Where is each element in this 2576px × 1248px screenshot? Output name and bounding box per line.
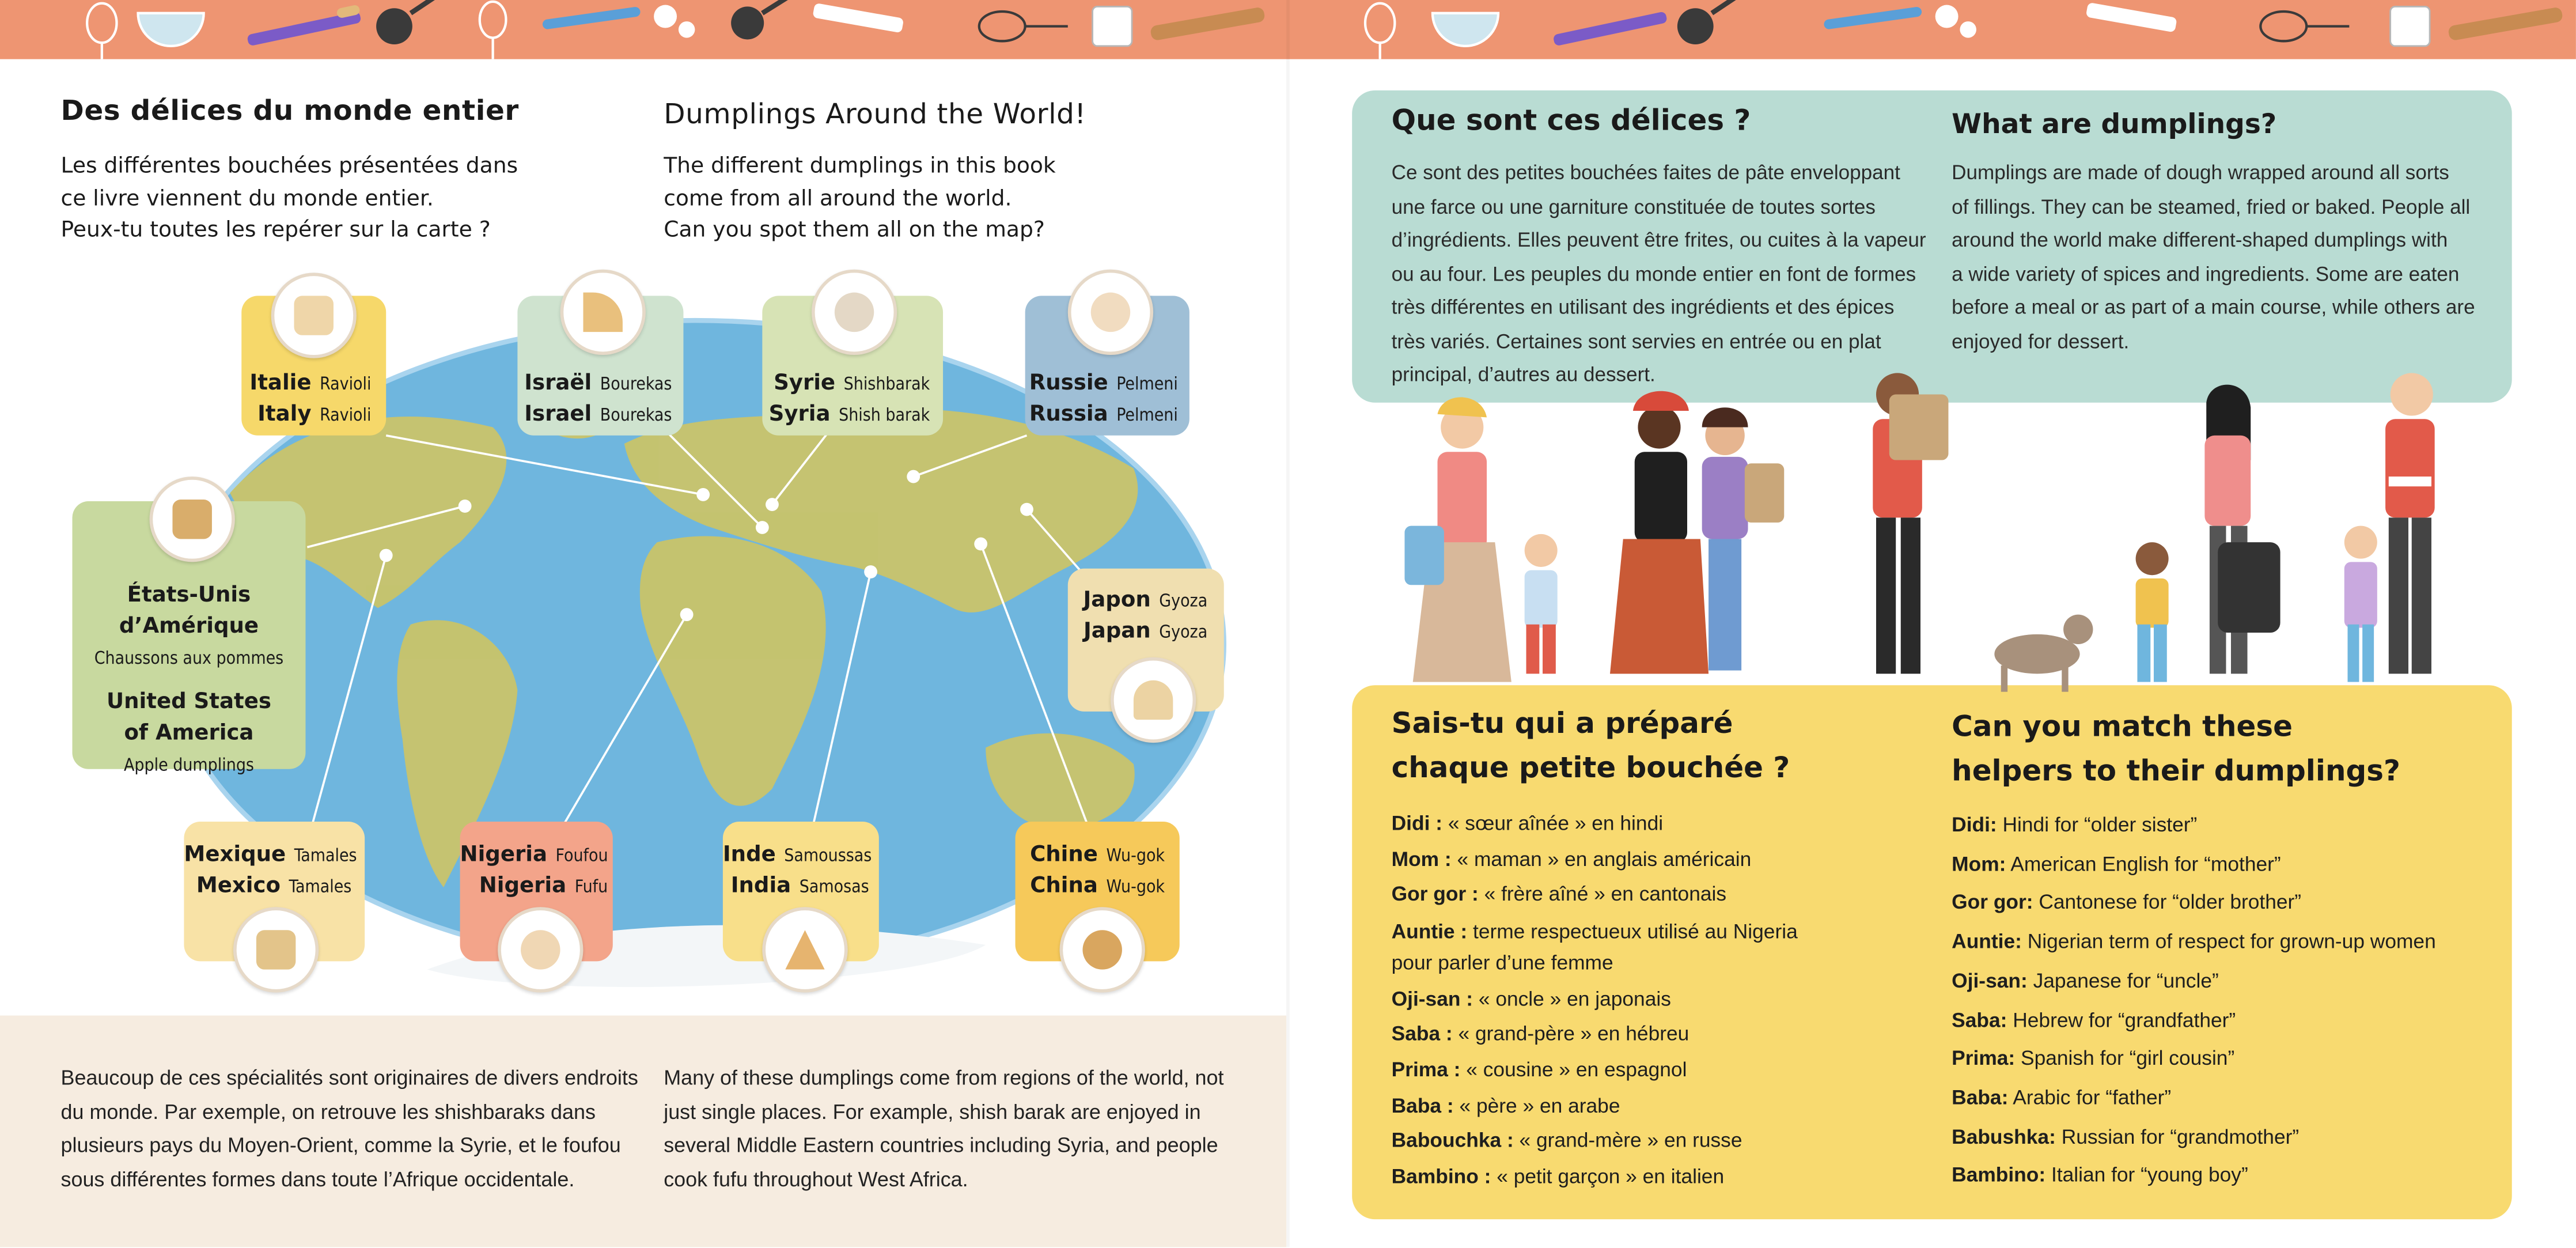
fr-intro-line: Peux-tu toutes les repérer sur la carte ? xyxy=(60,218,491,244)
helper-meaning: Italian for “young boy” xyxy=(2045,1164,2248,1188)
rolling-pin-icon xyxy=(1553,11,1668,46)
dish-name: Ravioli xyxy=(320,375,372,395)
apple-dumpling-icon xyxy=(172,500,211,539)
spatula-icon xyxy=(2086,2,2177,33)
country-name: États-Unis xyxy=(127,583,251,608)
bowl-icon xyxy=(1433,13,1498,46)
fr-answer-line: d’ingrédients. Elles peuvent être frites, ou cuites à la vapeur xyxy=(1391,228,1926,252)
label-en-row xyxy=(723,868,869,899)
fr-footer-paragraph xyxy=(61,1061,638,1196)
measuring-spoons-icon xyxy=(1935,5,1976,38)
dish-name: Samoussas xyxy=(784,846,872,867)
dish-name: Tamales xyxy=(289,877,352,898)
fr-answer-line: très différentes en utilisant des ingrédients et des épices xyxy=(1391,296,1895,319)
list-item xyxy=(1952,1118,2436,1158)
wu-gok-icon xyxy=(1082,930,1122,969)
dish-name: Bourekas xyxy=(600,375,672,395)
en-footer-paragraph xyxy=(664,1061,1223,1196)
helper-meaning: pour parler d’une femme xyxy=(1391,951,1613,974)
tamales-icon xyxy=(256,930,296,969)
fufu-icon xyxy=(521,930,560,969)
didi-figure xyxy=(1702,407,1785,670)
label-en-row xyxy=(79,715,299,746)
list-item xyxy=(1952,846,2436,885)
label-fr-row xyxy=(241,365,371,396)
list-item xyxy=(1392,913,1798,979)
wu-gok-plate-icon xyxy=(1060,907,1145,992)
gor-gor-figure xyxy=(1873,373,1948,674)
en-answer-line: a wide variety of spices and ingredients. Some are eaten xyxy=(1952,262,2460,285)
country-name: Inde xyxy=(722,843,776,868)
label-en-row xyxy=(79,683,299,714)
en-match-title xyxy=(1952,706,2400,795)
helper-term: Saba : xyxy=(1391,1023,1453,1046)
dot-india xyxy=(864,565,877,578)
fr-match-title-line: Sais-tu qui a préparé xyxy=(1391,708,1733,742)
country-name: Syrie xyxy=(774,371,836,396)
en-footer-line: cook fufu throughout West Africa. xyxy=(664,1167,968,1191)
dish-name: Gyoza xyxy=(1159,591,1208,611)
en-intro-line: come from all around the world. xyxy=(664,186,1012,211)
fr-answer-line: principal, d’autres au dessert. xyxy=(1391,363,1656,387)
dish-name: Shish barak xyxy=(839,406,930,426)
helper-meaning: Cantonese for “older brother” xyxy=(2033,891,2302,914)
dish-name: Bourekas xyxy=(600,406,672,426)
helper-term: Prima: xyxy=(1952,1047,2016,1071)
list-item xyxy=(1392,842,1798,878)
label-en-row xyxy=(184,868,351,899)
whisk-icon xyxy=(2260,12,2349,41)
en-footer-line: several Middle Eastern countries including Syria, and people xyxy=(664,1133,1218,1157)
en-match-title-line: helpers to their dumplings? xyxy=(1952,755,2400,789)
whisk-icon xyxy=(1365,3,1395,59)
helper-meaning: Hebrew for “grandfather” xyxy=(2007,1008,2236,1031)
grandfather-figure xyxy=(2385,373,2435,674)
dish-name: Gyoza xyxy=(1159,622,1208,643)
list-item xyxy=(1952,885,2436,924)
en-answer-line: before a meal or as part of a main course, while others are xyxy=(1952,296,2475,319)
en-match-title-line: Can you match these xyxy=(1952,711,2293,744)
label-en-row xyxy=(241,396,371,427)
label-fr-row xyxy=(517,365,672,396)
fr-match-title-line: chaque petite bouchée ? xyxy=(1391,752,1790,786)
helper-term: Gor gor : xyxy=(1391,883,1479,906)
country-name: Japan xyxy=(1083,619,1151,644)
country-name: Italy xyxy=(257,402,312,428)
list-item xyxy=(1952,1001,2436,1041)
helper-term: Bambino : xyxy=(1391,1164,1491,1188)
label-fr-row xyxy=(1025,365,1178,396)
dot-russia xyxy=(907,470,920,483)
label-en-row xyxy=(1068,613,1207,644)
country-name: Nigeria xyxy=(460,843,548,868)
bourekas-icon xyxy=(583,293,622,332)
dish-name: Fufu xyxy=(574,877,608,898)
dish-name: Chaussons aux pommes xyxy=(94,649,284,669)
measuring-cup-icon xyxy=(2391,6,2430,46)
fr-footer-line: Beaucoup de ces spécialités sont originaires de divers endroits xyxy=(60,1066,638,1090)
list-item xyxy=(1952,1158,2436,1197)
country-name: Italie xyxy=(249,371,312,396)
en-helpers-list xyxy=(1952,807,2436,1196)
helper-meaning: « père » en arabe xyxy=(1453,1094,1620,1117)
list-item xyxy=(1392,807,1798,842)
helpers-illustration xyxy=(1380,361,2497,698)
helper-meaning: Arabic for “father” xyxy=(2008,1086,2172,1109)
ravioli-icon xyxy=(294,296,334,335)
list-item xyxy=(1392,878,1798,914)
fr-intro-line: ce livre viennent du monde entier. xyxy=(60,186,434,211)
en-footer-line: Many of these dumplings come from regions of the world, not xyxy=(664,1066,1224,1090)
helper-meaning: « maman » en anglais américain xyxy=(1451,847,1752,871)
label-fr-row xyxy=(79,608,299,639)
helper-term: Auntie: xyxy=(1952,930,2022,954)
helper-meaning: Nigerian term of respect for grown-up women xyxy=(2021,930,2436,954)
helper-meaning: « sœur aînée » en hindi xyxy=(1442,811,1664,835)
dog-figure xyxy=(1994,615,2093,692)
helper-term: Saba: xyxy=(1952,1008,2007,1031)
helper-term: Mom: xyxy=(1952,852,2006,876)
list-item xyxy=(1952,963,2436,1002)
gyoza-icon xyxy=(1134,680,1173,720)
dot-syria xyxy=(766,498,779,511)
label-fr-row xyxy=(722,837,872,868)
dish-name: Pelmeni xyxy=(1116,375,1178,395)
country-name: Syria xyxy=(768,402,831,428)
bourekas-plate-icon xyxy=(560,270,646,355)
en-intro-line: Can you spot them all on the map? xyxy=(664,218,1045,244)
rolling-pin-icon xyxy=(2448,6,2563,41)
helper-meaning: « grand-mère » en russe xyxy=(1513,1129,1742,1152)
helper-term: Prima : xyxy=(1391,1058,1461,1081)
country-name: Israel xyxy=(524,402,592,428)
label-fr-row xyxy=(762,365,930,396)
shish-barak-icon xyxy=(835,293,874,332)
dish-name: Tamales xyxy=(294,846,357,867)
label-fr-row xyxy=(1016,837,1165,868)
label-fr-row xyxy=(79,639,299,670)
dish-name: Shishbarak xyxy=(843,375,930,395)
en-answer-line: Dumplings are made of dough wrapped around all sorts xyxy=(1952,161,2449,184)
helper-meaning: terme respectueux utilisé au Nigeria xyxy=(1467,920,1798,943)
helper-term: Baba : xyxy=(1391,1094,1454,1117)
country-name: d’Amérique xyxy=(119,614,259,640)
country-name: Mexique xyxy=(184,843,286,868)
en-intro-line: The different dumplings in this book xyxy=(664,154,1056,179)
country-name: Japon xyxy=(1083,588,1151,613)
en-page-title: Dumplings Around the World! xyxy=(664,99,1086,132)
gyoza-plate-icon xyxy=(1111,657,1196,743)
helper-term: Babushka: xyxy=(1952,1125,2056,1148)
dish-name: Ravioli xyxy=(320,406,372,426)
fufu-plate-icon xyxy=(498,907,583,992)
helper-meaning: Hindi for “older sister” xyxy=(1997,813,2198,837)
label-en-row xyxy=(517,396,672,427)
auntie-figure xyxy=(1610,391,1709,674)
helper-term: Oji-san: xyxy=(1952,969,2028,993)
country-name: Israël xyxy=(524,371,592,396)
samosa-icon xyxy=(785,930,824,969)
helper-meaning: American English for “mother” xyxy=(2006,852,2281,876)
country-name: Russie xyxy=(1029,371,1108,396)
list-item xyxy=(1392,1018,1798,1053)
helper-term: Bambino: xyxy=(1952,1164,2046,1188)
dish-name: Foufou xyxy=(555,846,608,867)
fr-footer-line: du monde. Par exemple, on retrouve les shishbaraks dans xyxy=(60,1100,596,1124)
list-item xyxy=(1952,1080,2436,1119)
fr-answer xyxy=(1392,156,1926,392)
spatula-icon xyxy=(1823,6,1922,30)
pelmeni-plate-icon xyxy=(1068,270,1153,355)
fr-footer-line: sous différentes formes dans toute l’Afrique occidentale. xyxy=(60,1167,575,1191)
list-item xyxy=(1952,807,2436,846)
helper-term: Didi : xyxy=(1391,811,1443,835)
dot-israel xyxy=(756,521,769,534)
helper-term: Gor gor: xyxy=(1952,891,2033,914)
label-fr-row xyxy=(460,837,608,868)
label-en-row xyxy=(1025,396,1178,427)
dot-nigeria xyxy=(680,608,694,621)
label-fr-row xyxy=(184,837,357,868)
label-fr-row xyxy=(79,577,299,608)
girl-figure xyxy=(2344,526,2377,682)
country-name: of America xyxy=(124,721,254,746)
fr-answer-line: ou au four. Les peuples du monde entier en font de formes xyxy=(1391,262,1916,285)
dot-mexico xyxy=(380,549,393,562)
en-question-title: What are dumplings? xyxy=(1952,108,2277,140)
country-name: Russia xyxy=(1029,402,1108,428)
en-answer-line: of fillings. They can be steamed, fried or baked. People all xyxy=(1952,194,2471,218)
helper-meaning: Spanish for “girl cousin” xyxy=(2015,1047,2235,1071)
helper-meaning: « oncle » en japonais xyxy=(1473,987,1671,1011)
fr-answer-line: très variés. Certaines sont servies en entrée ou en plat xyxy=(1391,329,1881,353)
label-en-row xyxy=(1016,868,1165,899)
country-name: United States xyxy=(107,690,271,715)
fr-page-title: Des délices du monde entier xyxy=(60,95,519,128)
fr-intro-line: Les différentes bouchées présentées dans xyxy=(60,154,518,179)
dot-usa xyxy=(459,500,472,513)
tamales-plate-icon xyxy=(233,907,319,992)
en-answer xyxy=(1952,156,2475,358)
label-en-row xyxy=(460,868,608,899)
list-item xyxy=(1952,924,2436,963)
country-name: India xyxy=(730,874,791,899)
dot-japan xyxy=(1020,503,1033,516)
helper-term: Oji-san : xyxy=(1391,987,1473,1011)
ravioli-plate-icon xyxy=(271,273,357,358)
helper-meaning: Japanese for “uncle” xyxy=(2027,969,2219,993)
boy-figure xyxy=(2136,542,2169,682)
helper-meaning: Russian for “grandmother” xyxy=(2055,1125,2300,1148)
list-item xyxy=(1392,1160,1798,1196)
dish-name: Samosas xyxy=(799,877,869,898)
en-answer-line: enjoyed for dessert. xyxy=(1952,329,2130,353)
country-name: Chine xyxy=(1030,843,1098,868)
woman-figure xyxy=(2204,385,2280,674)
helper-term: Auntie : xyxy=(1391,920,1468,943)
en-answer-line: around the world make different-shaped dumplings with xyxy=(1952,228,2448,252)
child-figure-1 xyxy=(1525,534,1558,674)
mom-figure xyxy=(1404,397,1511,682)
label-fr-row xyxy=(1068,582,1207,613)
label-en-row xyxy=(79,746,299,777)
dish-name: Wu-gok xyxy=(1106,846,1165,867)
dot-china xyxy=(974,538,987,551)
helper-meaning: « cousine » en espagnol xyxy=(1460,1058,1687,1081)
label-en-row xyxy=(762,396,930,427)
fr-answer-line: Ce sont des petites bouchées faites de pâte enveloppant xyxy=(1391,161,1900,184)
apple-dumpling-plate-icon xyxy=(150,476,235,562)
list-item xyxy=(1392,1053,1798,1089)
fr-answer-line: une farce ou une garniture constituée de toutes sortes xyxy=(1391,194,1876,218)
list-item xyxy=(1392,1124,1798,1160)
fr-helpers-list xyxy=(1392,807,1798,1195)
helper-meaning: « petit garçon » en italien xyxy=(1491,1164,1725,1188)
list-item xyxy=(1392,979,1798,1018)
dish-name: Apple dumplings xyxy=(123,755,254,776)
helper-meaning: « grand-père » en hébreu xyxy=(1452,1023,1689,1046)
fr-match-title xyxy=(1392,704,1790,792)
country-name: Mexico xyxy=(196,874,281,899)
helper-term: Babouchka : xyxy=(1391,1129,1514,1152)
helper-term: Didi: xyxy=(1952,813,1997,837)
fr-question-title: Que sont ces délices ? xyxy=(1391,105,1751,138)
en-footer-line: just single places. For example, shish barak are enjoyed in xyxy=(664,1100,1201,1124)
dish-name: Pelmeni xyxy=(1116,406,1178,426)
dish-name: Wu-gok xyxy=(1106,877,1165,898)
list-item xyxy=(1952,1041,2436,1080)
helper-meaning: « frère aîné » en cantonais xyxy=(1478,883,1727,906)
helper-term: Baba: xyxy=(1952,1086,2009,1109)
dot-italy xyxy=(696,488,710,501)
shish-barak-plate-icon xyxy=(812,270,897,355)
fr-footer-line: plusieurs pays du Moyen-Orient, comme la Syrie, et le foufou xyxy=(60,1133,621,1157)
country-name: China xyxy=(1030,874,1098,899)
samosa-plate-icon xyxy=(762,907,847,992)
helper-term: Mom : xyxy=(1391,847,1452,871)
ladle-icon xyxy=(1677,0,1741,44)
pelmeni-icon xyxy=(1091,293,1130,332)
list-item xyxy=(1392,1089,1798,1125)
page-gutter xyxy=(1286,0,1290,1247)
country-name: Nigeria xyxy=(479,874,567,899)
